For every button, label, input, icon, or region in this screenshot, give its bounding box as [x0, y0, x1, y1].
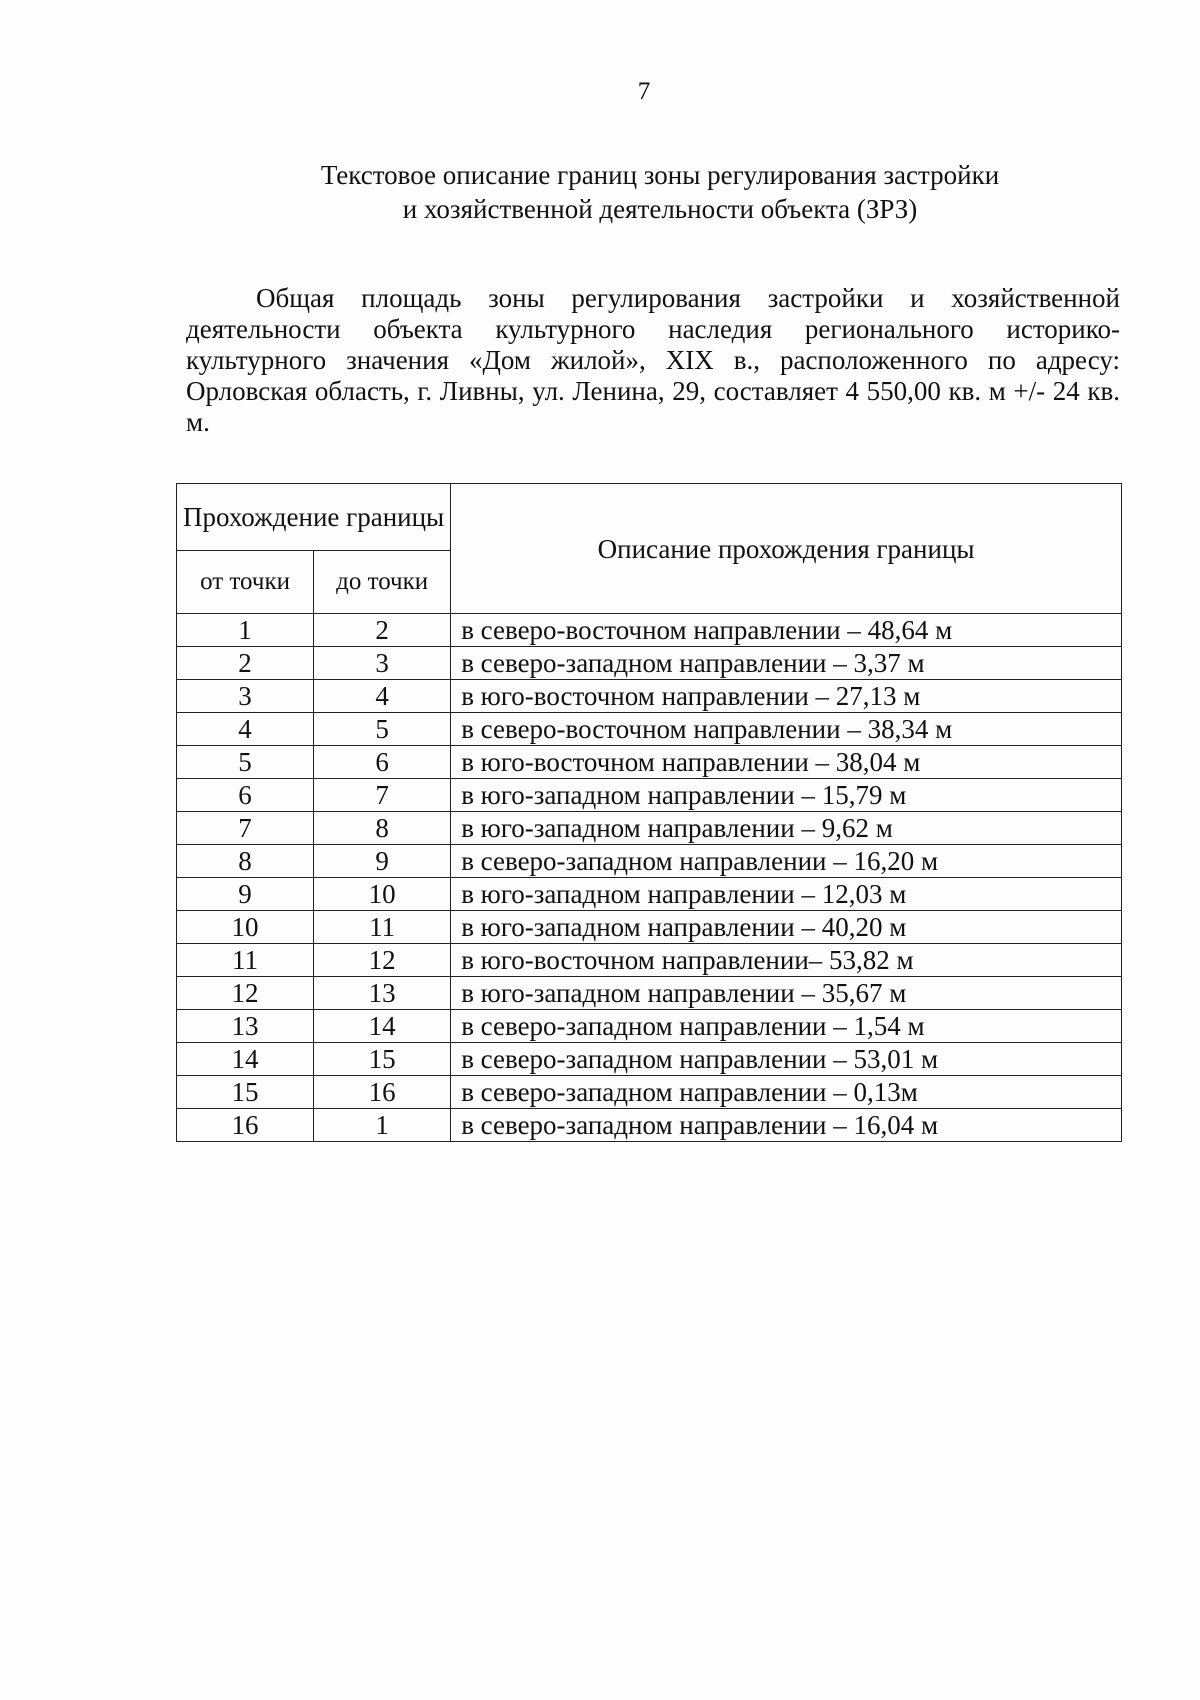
cell-to-point: 13: [314, 977, 451, 1010]
cell-description: в юго-западном направлении – 40,20 м: [451, 911, 1122, 944]
cell-to-point: 7: [314, 779, 451, 812]
title-line-2: и хозяйственной деятельности объекта (ЗРЗ): [402, 194, 918, 224]
page-number: 7: [637, 78, 651, 105]
cell-from-point: 11: [177, 944, 314, 977]
cell-description: в северо-западном направлении – 16,20 м: [451, 845, 1122, 878]
table-row: [177, 746, 1122, 779]
table-row: [177, 1076, 1122, 1109]
cell-from-point: 2: [177, 647, 314, 680]
table-row: [177, 614, 1122, 647]
table-row: [177, 1043, 1122, 1076]
document-title: [210, 158, 1110, 226]
intro-paragraph: Общая площадь зоны регулирования застройки и хозяйственной деятельности объекта культурного наследия регионального историко-культурного значения «Дом жилой», XIX в., расположенного по адресу: Орловская область, г. Ливны, ул. Ленина, 29, составляет 4 550,00 кв. м +/- 24 кв. м.: [186, 283, 1120, 437]
cell-to-point: 11: [314, 911, 451, 944]
cell-from-point: 13: [177, 1010, 314, 1043]
cell-from-point: 6: [177, 779, 314, 812]
cell-description: в северо-восточном направлении – 38,34 м: [451, 713, 1122, 746]
table-body: [177, 614, 1122, 1142]
cell-description: в юго-восточном направлении – 38,04 м: [451, 746, 1122, 779]
cell-description: в северо-западном направлении – 53,01 м: [451, 1043, 1122, 1076]
table-row: [177, 878, 1122, 911]
table-row: [177, 647, 1122, 680]
cell-description: в юго-западном направлении – 15,79 м: [451, 779, 1122, 812]
cell-from-point: 16: [177, 1109, 314, 1142]
header-to-point: до точки: [314, 551, 451, 614]
table-row: [177, 680, 1122, 713]
cell-to-point: 12: [314, 944, 451, 977]
header-description: Описание прохождения границы: [451, 484, 1122, 614]
table-row: [177, 944, 1122, 977]
cell-description: в юго-западном направлении – 9,62 м: [451, 812, 1122, 845]
cell-from-point: 8: [177, 845, 314, 878]
table-row: [177, 812, 1122, 845]
cell-from-point: 3: [177, 680, 314, 713]
table-header: [177, 484, 1122, 614]
cell-to-point: 1: [314, 1109, 451, 1142]
cell-description: в юго-восточном направлении– 53,82 м: [451, 944, 1122, 977]
table-row: [177, 779, 1122, 812]
cell-description: в северо-восточном направлении – 48,64 м: [451, 614, 1122, 647]
cell-from-point: 7: [177, 812, 314, 845]
cell-description: в северо-западном направлении – 0,13м: [451, 1076, 1122, 1109]
cell-to-point: 9: [314, 845, 451, 878]
cell-from-point: 10: [177, 911, 314, 944]
cell-from-point: 1: [177, 614, 314, 647]
cell-to-point: 10: [314, 878, 451, 911]
cell-to-point: 6: [314, 746, 451, 779]
cell-to-point: 8: [314, 812, 451, 845]
header-boundary-passage: Прохождение границы: [177, 484, 451, 551]
table-row: [177, 1010, 1122, 1043]
table-row: [177, 713, 1122, 746]
cell-description: в северо-западном направлении – 1,54 м: [451, 1010, 1122, 1043]
cell-to-point: 15: [314, 1043, 451, 1076]
title-line-1: Текстовое описание границ зоны регулирования застройки: [320, 160, 1000, 190]
cell-from-point: 9: [177, 878, 314, 911]
cell-to-point: 4: [314, 680, 451, 713]
cell-from-point: 4: [177, 713, 314, 746]
cell-description: в северо-западном направлении – 16,04 м: [451, 1109, 1122, 1142]
cell-from-point: 12: [177, 977, 314, 1010]
cell-description: в юго-восточном направлении – 27,13 м: [451, 680, 1122, 713]
table-row: [177, 977, 1122, 1010]
table-row: [177, 911, 1122, 944]
cell-description: в северо-западном направлении – 3,37 м: [451, 647, 1122, 680]
header-from-point: от точки: [177, 551, 314, 614]
cell-from-point: 14: [177, 1043, 314, 1076]
cell-description: в юго-западном направлении – 12,03 м: [451, 878, 1122, 911]
cell-from-point: 5: [177, 746, 314, 779]
cell-to-point: 2: [314, 614, 451, 647]
cell-to-point: 16: [314, 1076, 451, 1109]
cell-to-point: 14: [314, 1010, 451, 1043]
table-row: [177, 1109, 1122, 1142]
boundary-table: [176, 483, 1122, 1142]
cell-to-point: 5: [314, 713, 451, 746]
cell-description: в юго-западном направлении – 35,67 м: [451, 977, 1122, 1010]
cell-from-point: 15: [177, 1076, 314, 1109]
cell-to-point: 3: [314, 647, 451, 680]
table-row: [177, 845, 1122, 878]
